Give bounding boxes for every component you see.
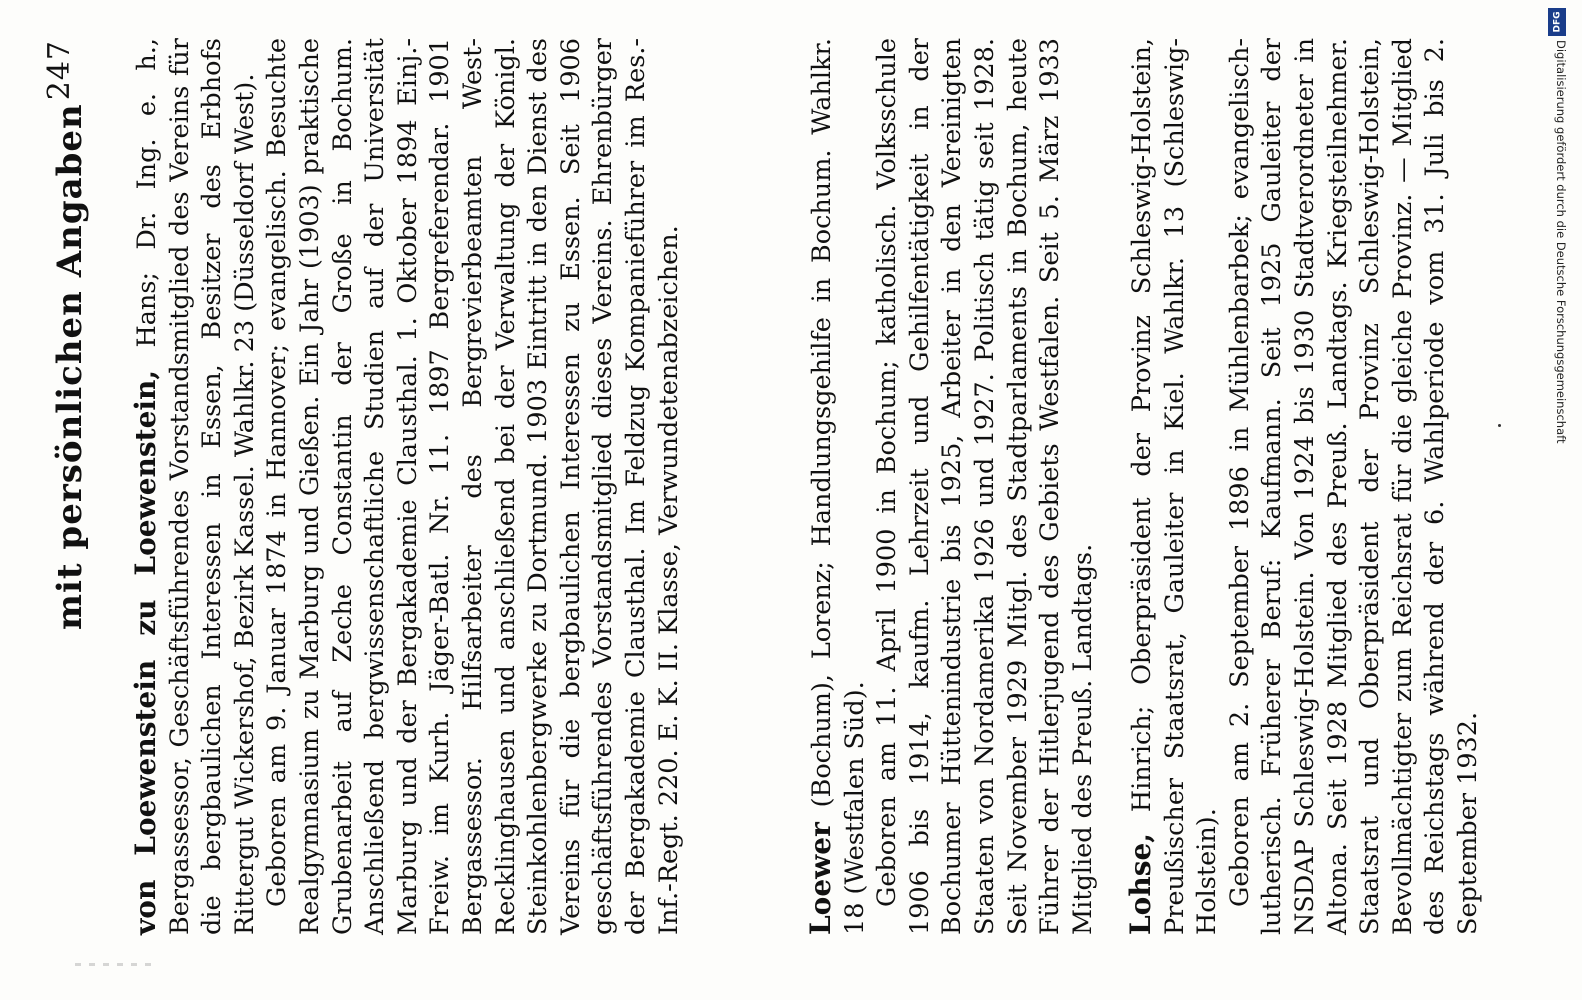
dfg-logo: DFG <box>1548 8 1566 36</box>
entry-intro-text: Hinrich; Oberpräsident der Provinz Schleswig-Holstein, Preußischer Staatsrat, Gauleiter in Kiel. Wahlkr. 13 (Schleswig-Holstein). <box>1127 38 1223 935</box>
entry-intro-text: Hans; Dr. Ing. e. h., Bergassessor, Geschäftsführendes Vorstandsmitglied des Vereins für die bergbaulichen Interessen in Essen, Besitzer des Erbhofs Rittergut Wickershof, Bezirk Kassel. Wahlkr. 23 (Düsseldorf West). <box>132 38 260 935</box>
running-head <box>42 40 100 940</box>
page-number: 247 <box>42 40 77 101</box>
entry-body-paragraph: Geboren am 9. Januar 1874 in Hannover; evangelisch. Besuchte Realgymnasium zu Marburg und Gießen. Ein Jahr (1903) praktische Grubenarbeit auf Zeche Constantin der Große in Bochum. Anschließend bergwissenschaftliche Studien auf der Universität Marburg und der Bergakademie Clausthal. 1. Oktober 1894 Einj.-Freiw. im Kurh. Jäger-Batl. Nr. 11. 1897 Bergreferendar. 1901 Bergassessor. Hilfsarbeiter des Bergrevierbeamten West-Recklinghausen und anschließend bei der Verwaltung der Königl. Steinkohlenbergwerke zu Dortmund. 1903 Eintritt in den Dienst des Vereins für die bergbaulichen Interessen zu Essen. Seit 1906 geschäftsführendes Vorstandsmitglied dieses Vereins. Ehrenbürger der Bergakademie Clausthal. Im Feldzug Kompanieführer im Res.-Inf.-Regt. 220. E. K. II. Klasse, Verwundetenabzeichen. <box>262 38 684 935</box>
entry-name: Loewer <box>804 822 837 935</box>
biography-entry-loewenstein <box>130 38 685 935</box>
entry-heading-paragraph <box>130 38 261 935</box>
entry-heading-paragraph <box>1125 38 1224 935</box>
running-head-title: mit persönlichen Angaben <box>50 103 90 630</box>
entry-name: von Loewenstein zu Loewenstein, <box>129 369 162 935</box>
entry-heading-paragraph <box>805 38 871 935</box>
entry-body-paragraph: Geboren am 11. April 1900 in Bochum; katholisch. Volksschule 1906 bis 1914, kaufm. Lehrzeit und Gehilfentätigkeit in der Bochumer Hüttenindustrie bis 1925, Arbeiter in den Vereinigten Staaten von Nordamerika 1926 und 1927. Politisch tätig seit 1928. Seit November 1929 Mitgl. des Stadtparlaments in Bochum, heute Führer der Hitlerjugend des Gebiets Westfalen. Seit 5. März 1933 Mitglied des Preuß. Landtags. <box>872 38 1098 935</box>
biography-entry-lohse <box>1125 38 1485 935</box>
entry-body-paragraph: Geboren am 2. September 1896 in Mühlenbarbek; evangelisch-lutherisch. Früherer Beruf: Kaufmann. Seit 1925 Gauleiter der NSDAP Schleswig-Holstein. Von 1924 bis 1930 Stadtverordneter in Altona. Seit 1928 Mitglied des Preuß. Landtags. Kriegsteilnehmer. Staatsrat und Oberpräsident der Provinz Schleswig-Holstein, Bevollmächtigter zum Reichsrat für die gleiche Provinz. — Mitglied des Reichstags während der 6. Wahlperiode vom 31. Juli bis 2. September 1932. <box>1224 38 1483 935</box>
scan-speckles <box>75 963 155 966</box>
entry-intro-text: (Bochum), Lorenz; Handlungsgehilfe in Bochum. Wahlkr. 18 (Westfalen Süd). <box>807 37 870 935</box>
biography-entry-loewer <box>805 38 1099 935</box>
scan-dot <box>1498 424 1501 427</box>
entry-name: Lohse, <box>1124 832 1157 935</box>
digitization-credit: Digitalisierung gefördert durch die Deutsche Forschungsgemeinschaft <box>1554 40 1568 444</box>
